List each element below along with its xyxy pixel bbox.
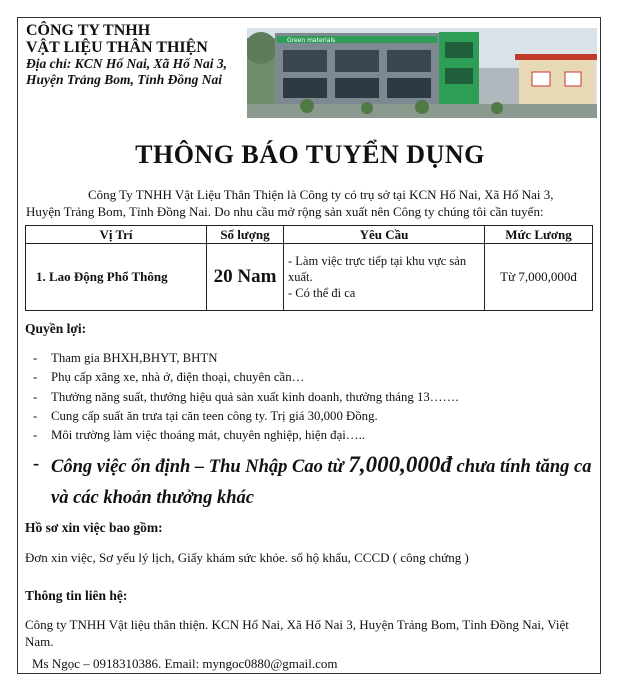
highlight-dash: - [33, 454, 40, 474]
photo-window-2 [335, 50, 379, 72]
intro-paragraph: Công Ty TNHH Vật Liệu Thân Thiện là Công ty có trụ sở tại KCN Hố Nai, Xã Hố Nai 3, Huyện Trảng Bom, Tỉnh Đồng Nai. Do nhu cầu mở rộng sản xuất nên Công ty chúng tôi cần tuyển: [26, 187, 554, 219]
benefits-heading: Quyền lợi: [25, 321, 87, 336]
photo-sign-text: Green materials [287, 37, 336, 44]
table-header-row [26, 226, 593, 244]
highlight-text-b: chưa tính tăng ca và các khoản thưởng khác [51, 457, 592, 508]
header-requirements: Yêu Cầu [284, 226, 485, 244]
table-row [26, 244, 593, 311]
factory-photo [247, 28, 597, 118]
list-item: - Phụ cấp xăng xe, nhà ở, điện thoại, chuyên cần… [25, 368, 585, 387]
list-item: - Cung cấp suất ăn trưa tại căn teen công ty. Trị giá 30,000 Đồng. [25, 407, 585, 426]
job-table [25, 225, 593, 311]
header-salary: Mức Lương [485, 226, 593, 244]
photo-house [519, 60, 595, 106]
header-position: Vị Trí [26, 226, 207, 244]
highlight-text-a: Công việc ổn định – Thu Nhập Cao từ [51, 457, 349, 477]
contact-heading: Thông tin liên hệ: [25, 588, 128, 603]
contact-person: Ms Ngọc – 0918310386. Email: myngoc0880@gmail.com [32, 656, 338, 671]
documents-heading: Hồ sơ xin việc bao gồm: [25, 520, 163, 535]
documents-text: Đơn xin việc, Sơ yếu lý lịch, Giấy khám sức khỏe. sổ hộ khẩu, CCCD ( công chứng ) [25, 550, 469, 565]
list-item: - Thưởng năng suất, thưởng hiệu quả sản xuất kinh doanh, thưởng tháng 13……. [25, 388, 585, 407]
cell-quantity: 20 Nam [207, 244, 284, 311]
requirement-1: - Làm việc trực tiếp tại khu vực sản xuất. [288, 254, 467, 284]
highlight-amount: 7,000,000đ [348, 452, 452, 477]
cell-requirements [284, 244, 485, 311]
company-header [26, 22, 227, 88]
cell-position: 1. Lao Động Phổ Thông [26, 244, 207, 311]
company-address-line1: Địa chỉ: KCN Hố Nai, Xã Hố Nai 3, [26, 56, 228, 71]
company-type: CÔNG TY TNHH [26, 22, 151, 39]
photo-roof-red [515, 54, 597, 60]
company-address-line2: Huyện Trảng Bom, Tỉnh Đồng Nai [26, 72, 223, 87]
company-name: VẬT LIỆU THÂN THIỆN [26, 39, 208, 56]
benefits-list [25, 349, 585, 445]
requirement-2: - Có thể đi ca [288, 286, 356, 300]
list-item: - Tham gia BHXH,BHYT, BHTN [25, 349, 585, 368]
contact-address: Công ty TNHH Vật liệu thân thiện. KCN Hố Nai, Xã Hố Nai 3, Huyện Trảng Bom, Tỉnh Đồng Nai, Việt Nam. [25, 617, 569, 649]
header-quantity: Số lượng [207, 226, 284, 244]
list-item: - Môi trường làm việc thoáng mát, chuyên nghiệp, hiện đại….. [25, 426, 585, 445]
photo-window-1 [283, 50, 327, 72]
income-highlight [25, 449, 595, 514]
cell-salary: Từ 7,000,000đ [485, 244, 593, 311]
photo-window-3 [387, 50, 431, 72]
page-title: THÔNG BÁO TUYỂN DỤNG [135, 140, 485, 169]
